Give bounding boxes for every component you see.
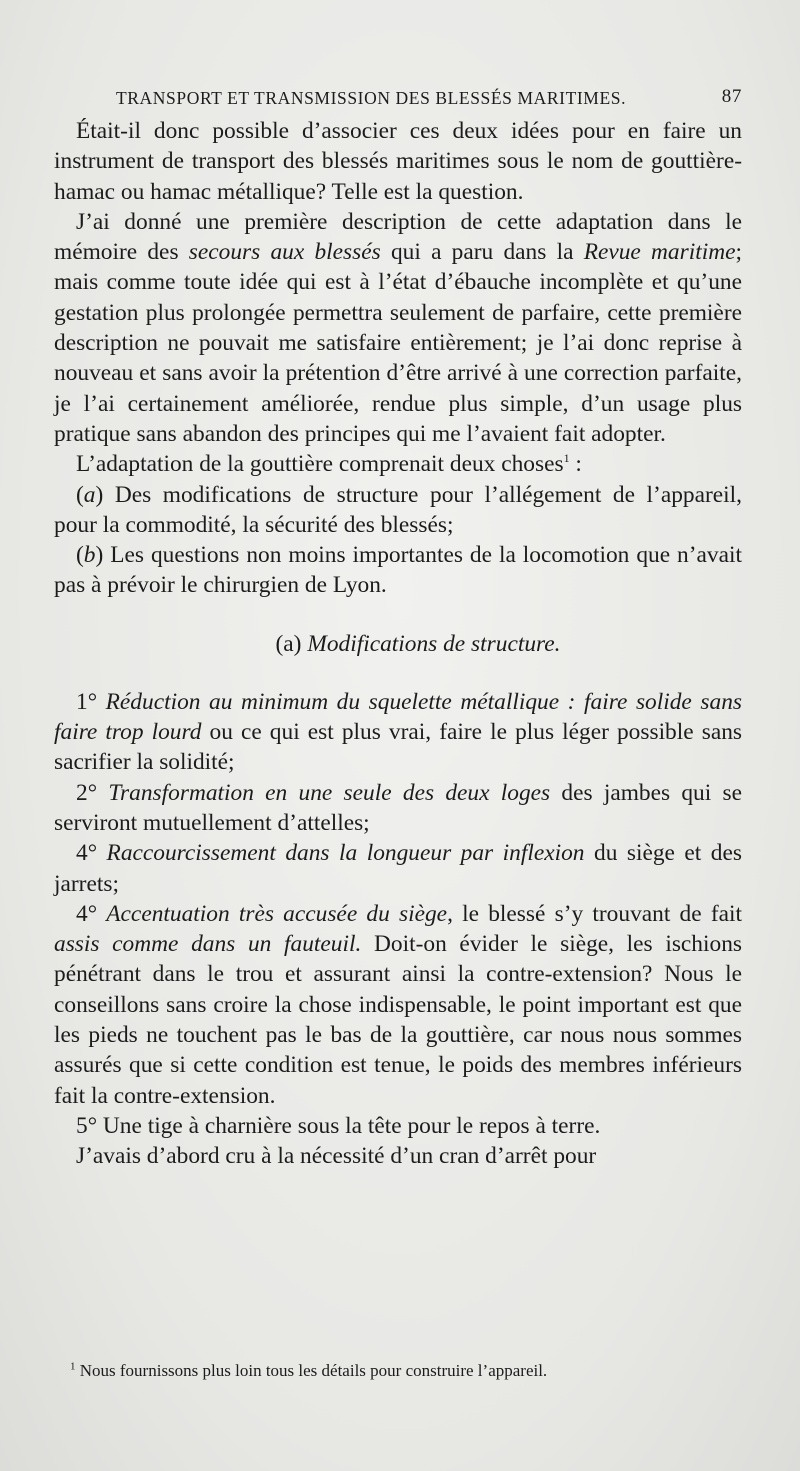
last-line	[54, 1141, 742, 1171]
item-3-italic: Raccourcissement dans la longueur par inflexion	[106, 840, 585, 867]
item-2-text: des jambes qui se serviront mutuellement d’attelles;	[54, 779, 742, 836]
paragraph-1	[54, 116, 742, 207]
footnote-mark: 1	[70, 1360, 76, 1373]
last-line-text: J’avais d’abord cru à la nécessité d’un cran d’arrêt pour	[76, 1143, 597, 1170]
p2-italic-revue: Revue maritime	[583, 239, 736, 266]
p4-letter: a	[83, 481, 96, 508]
paragraph-1-text: Était-il donc possible d’associer ces deux idées pour en faire un instrument de transport des blessés maritimes sous le nom de gouttière-hamac ou hamac métallique? Telle est la question.	[54, 118, 742, 205]
item-4-text: Doit-on évider le siège, les ischions pénétrant dans le trou et assurant ainsi la contre-extension? Nous le conseillons sans croire la chose indispensable, le point important est que les pieds ne touchent pas le bas de la gouttière, car nous nous sommes assurés que si cette condition est tenue, le poids des membres inférieurs fait la contre-extension.	[54, 931, 742, 1109]
item-2	[54, 778, 742, 839]
item-1-number: 1°	[76, 688, 106, 715]
item-3-number: 4°	[76, 840, 107, 867]
item-1-italic: Réduction au minimum du squelette métallique : faire solide sans faire trop lourd	[54, 688, 742, 746]
item-1-text: ou ce qui est plus vrai, faire le plus léger possible sans sacrifier la solidité;	[54, 719, 742, 776]
p5-letter: b	[83, 542, 96, 569]
p2-text-a: J’ai donné une première description de cette adaptation dans le mémoire des	[54, 208, 742, 266]
item-2-italic: Transformation en une seule des deux loges	[108, 779, 551, 806]
item-5	[54, 1111, 742, 1141]
p5-text: ) Les questions non moins importantes de la locomotion que n’avait pas à prévoir le chirurgien de Lyon.	[54, 542, 742, 599]
p4-text: ) Des modifications de structure pour l’allégement de l’appareil, pour la commodité, la sécurité des blessés;	[54, 481, 742, 538]
paragraph-5	[54, 540, 742, 601]
item-4-italic-b: assis comme dans un fauteuil.	[54, 931, 362, 958]
item-3-text: du siège et des jarrets;	[54, 840, 742, 897]
section-title: Modifications de structure.	[307, 630, 561, 657]
item-1	[54, 687, 742, 778]
p5-open-paren: (	[76, 542, 84, 569]
footnote-ref: 1	[563, 451, 570, 466]
p4-open-paren: (	[76, 481, 84, 508]
page-number: 87	[721, 86, 742, 107]
body-text	[54, 116, 742, 1172]
running-title: TRANSPORT ET TRANSMISSION DES BLESSÉS MARITIMES.	[116, 88, 627, 108]
paragraph-3	[54, 449, 742, 479]
p2-italic-secours: secours aux blessés	[188, 239, 381, 266]
section-label: (a)	[275, 630, 308, 657]
item-4-italic-a: Accentuation très accusée du siège	[106, 900, 448, 927]
section-heading	[54, 629, 742, 659]
p3-colon: :	[569, 451, 582, 478]
p2-text-e: ; mais comme toute idée qui est à l’état d’ébauche incomplète et qu’une gestation plus prolongée permettra seulement de parfaire, cette première description ne pouvait me satisfaire entièrement; je l’ai donc reprise à nouveau et sans avoir la prétention d’être arrivé à une correction parfaite, je l’ai certainement améliorée, rendue plus simple, d’un usage plus pratique sans abandon des principes qui me l’avaient fait adopter.	[54, 239, 743, 447]
running-head	[116, 84, 742, 114]
item-4-number: 4°	[76, 900, 107, 927]
footnote-text: Nous fournissons plus loin tous les détails pour construire l’appareil.	[75, 1361, 548, 1380]
item-2-number: 2°	[76, 779, 109, 806]
item-4	[54, 899, 742, 1111]
p2-text-c: qui a paru dans la	[380, 239, 584, 266]
footnote	[70, 1360, 742, 1382]
paragraph-2	[54, 207, 742, 449]
paragraph-4	[54, 480, 742, 541]
p3-text: L’adaptation de la gouttière comprenait deux choses	[76, 451, 564, 478]
item-5-text: 5° Une tige à charnière sous la tête pour le repos à terre.	[76, 1112, 601, 1139]
item-3	[54, 838, 742, 899]
item-4-text-mid: , le blessé s’y trouvant de fait	[447, 900, 743, 927]
